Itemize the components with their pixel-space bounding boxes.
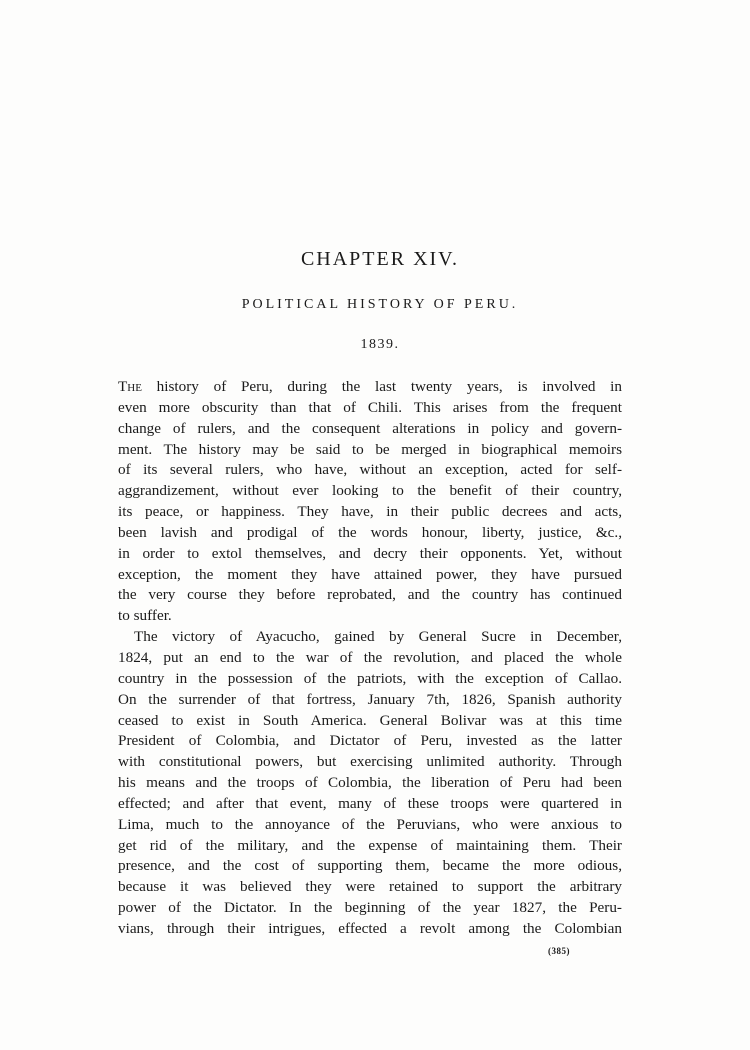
text-line: vians, through their intrigues, effected a revolt among the Colombian [118, 919, 622, 937]
text-line: because it was believed they were retained to support the arbitrary [118, 878, 622, 896]
text-line: 1824, put an end to the war of the revolution, and placed the whole [118, 648, 622, 666]
paragraph-1 [118, 377, 622, 627]
text-line: power of the Dictator. In the beginning of the year 1827, the Peru- [118, 899, 622, 917]
chapter-year: 1839. [360, 337, 400, 352]
text-line: aggrandizement, without ever looking to the benefit of their country, [118, 482, 622, 500]
text-line: its peace, or happiness. They have, in their public decrees and acts, [118, 503, 622, 521]
chapter-subtitle: POLITICAL HISTORY OF PERU. [241, 297, 519, 312]
text-line: even more obscurity than that of Chili. This arises from the frequent [118, 398, 622, 416]
chapter-body [118, 377, 622, 940]
text-line: of its several rulers, who have, without an exception, acted for self- [118, 461, 622, 479]
text-line: effected; and after that event, many of these troops were quartered in [118, 794, 622, 812]
text-line: in order to extol themselves, and decry their opponents. Yet, without [118, 544, 622, 562]
text-line: the very course they before reprobated, and the country has continued [118, 586, 622, 604]
text-line: On the surrender of that fortress, January 7th, 1826, Spanish authority [118, 690, 622, 708]
text-line: ceased to exist in South America. General Bolivar was at this time [118, 711, 622, 729]
text-line: Lima, much to the annoyance of the Peruvians, who were anxious to [118, 815, 622, 833]
text-line: ment. The history may be said to be merged in biographical memoirs [118, 440, 622, 458]
page-number: (385) [548, 946, 570, 956]
text-line: his means and the troops of Colombia, the liberation of Peru had been [118, 774, 622, 792]
text-line: The victory of Ayacucho, gained by General Sucre in December, [134, 628, 622, 646]
chapter-title: CHAPTER XIV. [300, 248, 460, 270]
text-line: get rid of the military, and the expense of maintaining them. Their [118, 836, 622, 854]
text-line: been lavish and prodigal of the words honour, liberty, justice, &c., [118, 523, 622, 541]
text-line: exception, the moment they have attained power, they have pursued [118, 565, 622, 583]
paragraph-2 [118, 627, 622, 940]
text-line: to suffer. [118, 607, 172, 625]
text-line: change of rulers, and the consequent alterations in policy and govern- [118, 419, 622, 437]
text-line [118, 377, 622, 398]
paragraph-lead-word: The [118, 378, 142, 395]
text-line: country in the possession of the patriots, with the exception of Callao. [118, 669, 622, 687]
text-line: presence, and the cost of supporting them, became the more odious, [118, 857, 622, 875]
text-line: President of Colombia, and Dictator of Peru, invested as the latter [118, 732, 622, 750]
text-line-rest: history of Peru, during the last twenty years, is involved in [141, 378, 622, 395]
text-line: with constitutional powers, but exercising unlimited authority. Through [118, 753, 622, 771]
